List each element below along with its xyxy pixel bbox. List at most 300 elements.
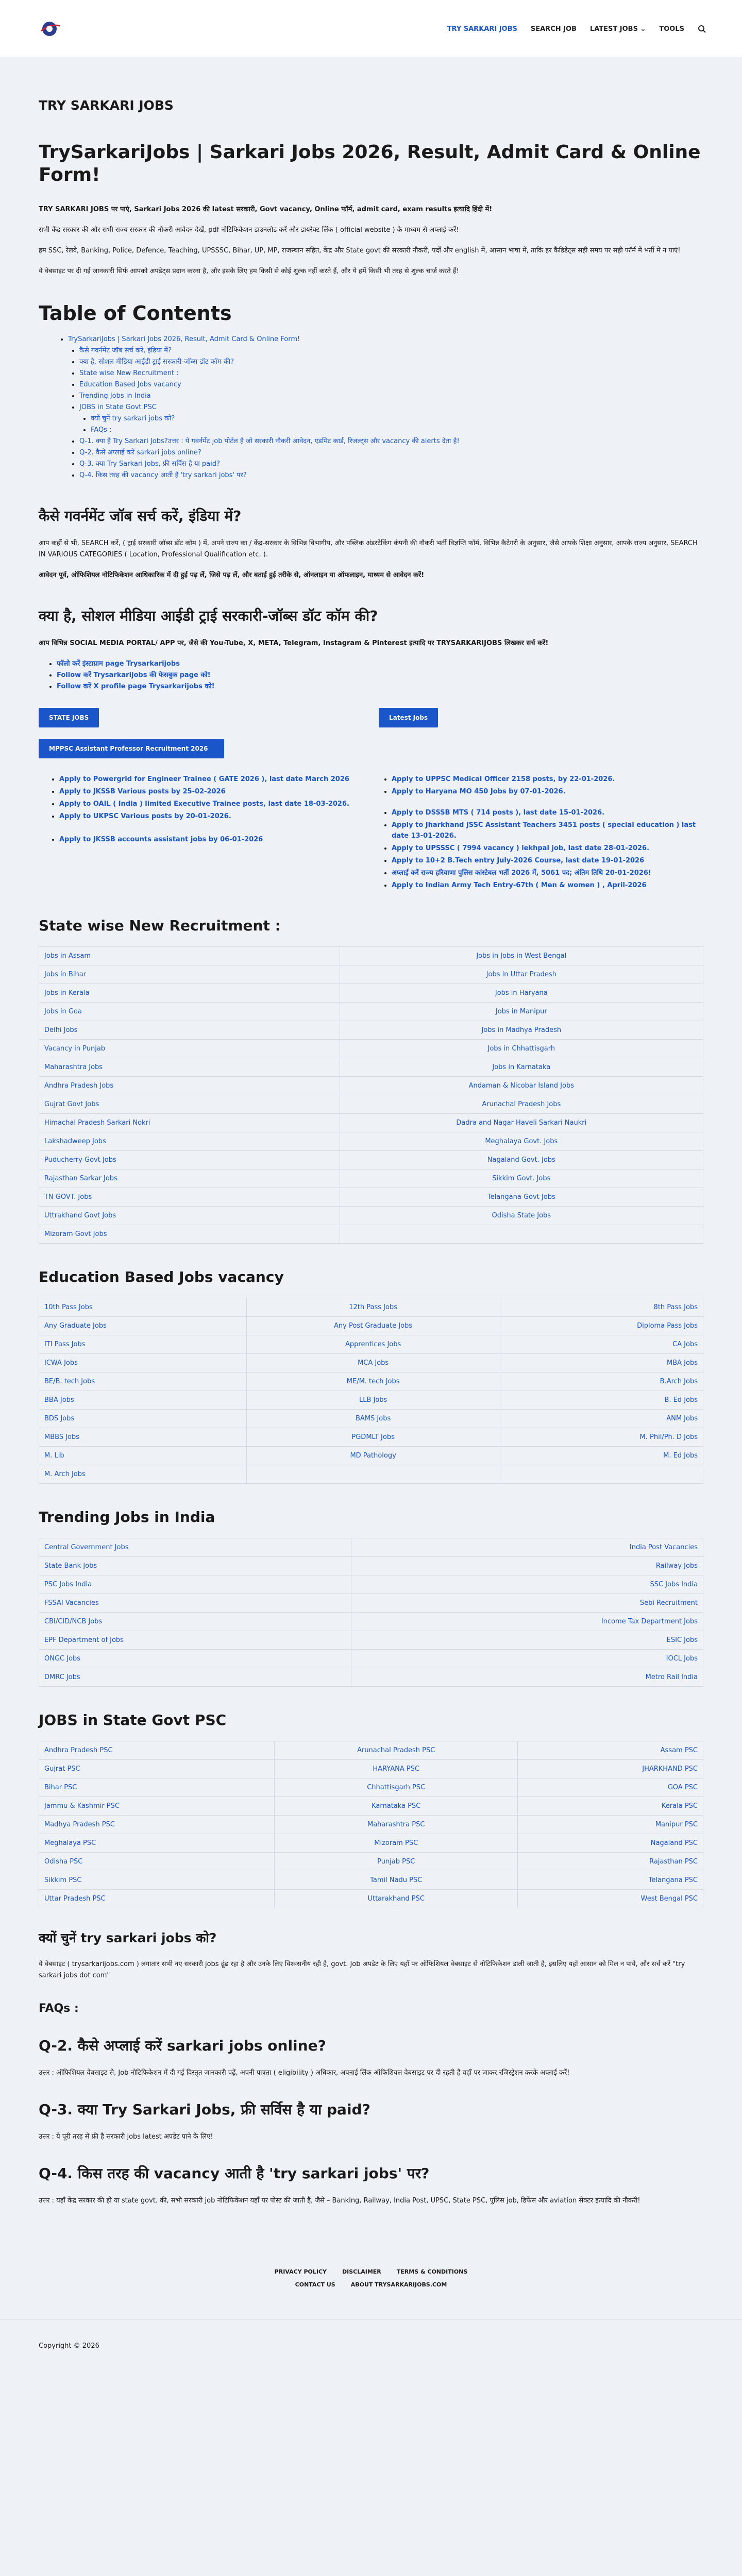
table-link[interactable]: Diploma Pass Jobs	[637, 1322, 698, 1330]
table-cell	[39, 1650, 351, 1668]
job-link[interactable]: Apply to JKSSB Various posts by 25-02-2026	[59, 788, 226, 795]
job-link[interactable]: Apply to UPPSC Medical Officer 2158 posts, by 22-01-2026.	[392, 775, 615, 783]
table-link[interactable]: Metro Rail India	[645, 1673, 698, 1681]
social-section-heading: क्या है, सोशल मीडिया आईडी ट्राई सरकारी-जॉब्स डॉट कॉम की?	[39, 607, 378, 624]
table-link[interactable]: MBBS Jobs	[44, 1433, 80, 1441]
table-cell	[39, 1151, 340, 1170]
toc-item[interactable]: Education Based Jobs vacancy	[79, 381, 181, 388]
table-link[interactable]: ONGC Jobs	[44, 1655, 81, 1663]
main-nav	[447, 25, 706, 33]
intro-1: TRY SARKARI JOBS पर पाएं, Sarkari Jobs 2026 की latest सरकारी, Govt vacancy, Online फॉर्म, admit card, exam results इत्यादि हिंदी में!	[39, 206, 493, 213]
table-link[interactable]: Mizoram Govt Jobs	[44, 1230, 107, 1238]
table-cell	[39, 1021, 340, 1040]
table-cell	[39, 1778, 275, 1797]
table-row	[39, 1335, 703, 1354]
table-cell	[39, 1797, 275, 1816]
table-cell	[39, 1834, 275, 1853]
table-link[interactable]: Railway Jobs	[655, 1562, 698, 1570]
table-link[interactable]: Any Post Graduate Jobs	[334, 1322, 413, 1330]
table-cell	[500, 1372, 703, 1391]
table-cell	[500, 1354, 703, 1372]
table-link[interactable]: M. Phil/Ph. D Jobs	[639, 1433, 698, 1441]
footer-contact-link[interactable]: CONTACT US	[295, 2281, 335, 2288]
table-cell	[39, 1188, 340, 1207]
table-link[interactable]: Arunachal Pradesh PSC	[357, 1747, 435, 1754]
table-link[interactable]: Jobs in Manipur	[495, 1008, 547, 1015]
toc-item[interactable]: क्या है, सोशल मीडिया आईडी ट्राई सरकारी-जॉब्स डॉट कॉम की?	[79, 358, 234, 366]
table-row	[39, 1613, 703, 1631]
job-link[interactable]: Apply to Haryana MO 450 Jobs by 07-01-2026.	[392, 788, 566, 795]
table-cell	[351, 1668, 703, 1687]
job-buttons	[39, 708, 703, 727]
mppsc-button[interactable]: MPPSC Assistant Professor Recruitment 2026	[39, 739, 224, 758]
site-logo[interactable]	[38, 19, 63, 39]
education-heading: Education Based Jobs vacancy	[39, 1268, 284, 1285]
table-cell	[518, 1853, 703, 1871]
table-cell	[351, 1538, 703, 1557]
table-link[interactable]: Manipur PSC	[655, 1821, 698, 1828]
table-link[interactable]: MCA Jobs	[358, 1359, 389, 1367]
table-row	[39, 1058, 703, 1077]
table-link[interactable]: DMRC Jobs	[44, 1673, 80, 1681]
job-link[interactable]: Apply to UKPSC Various posts by 20-01-2026.	[59, 812, 231, 820]
table-cell	[340, 1114, 703, 1132]
table-link[interactable]: Chhattisgarh PSC	[367, 1784, 426, 1791]
table-row	[39, 1354, 703, 1372]
table-cell	[246, 1372, 500, 1391]
table-row	[39, 1465, 703, 1484]
table-of-contents	[57, 334, 703, 481]
table-link[interactable]: JHARKHAND PSC	[642, 1765, 698, 1773]
table-cell	[39, 1077, 340, 1095]
table-row	[39, 1151, 703, 1170]
table-cell	[500, 1298, 703, 1317]
toc-item[interactable]: क्यों चुनें try sarkari jobs को?	[91, 415, 175, 422]
table-row	[39, 1040, 703, 1058]
footer-links-row2	[0, 2281, 742, 2288]
table-row	[39, 1372, 703, 1391]
table-link[interactable]: Nagaland Govt. Jobs	[487, 1156, 555, 1164]
table-cell	[351, 1613, 703, 1631]
table-link[interactable]: PSC Jobs India	[44, 1581, 92, 1588]
table-cell	[351, 1557, 703, 1575]
table-link[interactable]: Uttarakhand PSC	[367, 1895, 425, 1903]
toc-item[interactable]: Trending Jobs in India	[79, 392, 151, 400]
table-link[interactable]: Jobs in Goa	[44, 1008, 82, 1015]
table-cell	[518, 1834, 703, 1853]
table-cell	[246, 1317, 500, 1335]
table-link[interactable]: Assam PSC	[660, 1747, 698, 1754]
table-row	[39, 984, 703, 1003]
table-cell	[39, 1170, 340, 1188]
table-link[interactable]: M. Ed Jobs	[663, 1452, 698, 1460]
table-link[interactable]: Nagaland PSC	[650, 1839, 698, 1847]
table-link[interactable]: Meghalaya PSC	[44, 1839, 96, 1847]
table-link[interactable]: Andhra Pradesh PSC	[44, 1747, 113, 1754]
table-link[interactable]: ESIC Jobs	[666, 1636, 698, 1644]
table-cell	[275, 1797, 518, 1816]
main-content	[0, 98, 742, 2207]
table-link[interactable]: Odisha State Jobs	[492, 1212, 551, 1219]
faq-a4: उत्तर : यहाँ केंद्र सरकार की हो या state govt. की, सभी सरकारी job नोटिफिकेशन यहाँ पर पोस्ट की जाती हैं, जैसे – Banking, Railway, India Post, UPSC, State PSC, पुलिस job, डिफेंस और aviation सेक्टर इत्यादि की नौकरी!	[39, 2197, 640, 2205]
table-row	[39, 1834, 703, 1853]
table-cell	[500, 1335, 703, 1354]
chevron-down-icon: ⌄	[640, 25, 646, 33]
table-cell	[39, 1741, 275, 1760]
table-cell	[518, 1797, 703, 1816]
toc-item[interactable]: Q-4. किस तरह की vacancy आती है 'try sarkari jobs' पर?	[79, 471, 247, 479]
table-link[interactable]: BBA Jobs	[44, 1396, 74, 1404]
table-link[interactable]: BDS Jobs	[44, 1415, 75, 1422]
job-link[interactable]: अप्लाई करें राज्य हरियाणा पुलिस कांस्टेबल भर्ती 2026 में, 5061 पद; अंतिम तिथि 20-01-2026!	[392, 869, 651, 877]
table-link[interactable]: 12th Pass Jobs	[349, 1303, 397, 1311]
table-row	[39, 1816, 703, 1834]
nav-tools[interactable]: TOOLS	[659, 25, 684, 33]
table-link[interactable]: Meghalaya Govt. Jobs	[485, 1138, 558, 1145]
table-cell	[340, 1021, 703, 1040]
toc-item[interactable]: Q-1. क्या है Try Sarkari Jobs?उत्तर : ये गवर्नमेंट job पोर्टल है जो सरकारी नौकरी आवेदन, एडमिट कार्ड, रिजल्ट्स और vacancy की alerts देता है!	[79, 437, 460, 445]
table-link[interactable]: Gujrat Govt Jobs	[44, 1100, 99, 1108]
table-link[interactable]: Karnataka PSC	[372, 1802, 421, 1810]
table-row	[39, 1557, 703, 1575]
table-link[interactable]: M. Arch Jobs	[44, 1470, 86, 1478]
table-link[interactable]: Punjab PSC	[377, 1858, 415, 1866]
table-link[interactable]: Delhi Jobs	[44, 1026, 78, 1034]
faqs-heading: FAQs :	[39, 2002, 79, 2015]
table-link[interactable]: M. Lib	[44, 1452, 64, 1460]
table-link[interactable]: Any Graduate Jobs	[44, 1322, 107, 1330]
table-cell	[500, 1428, 703, 1447]
table-cell	[39, 1465, 247, 1484]
table-cell	[39, 1354, 247, 1372]
nav-try-sarkari-jobs[interactable]: TRY SARKARI JOBS	[447, 25, 517, 33]
table-row	[39, 1077, 703, 1095]
table-link[interactable]: SSC Jobs India	[650, 1581, 698, 1588]
table-link[interactable]: B. Ed Jobs	[664, 1396, 698, 1404]
table-cell	[39, 1871, 275, 1890]
job-link[interactable]: Apply to UPSSSC ( 7994 vacancy ) lekhpal job, last date 28-01-2026.	[392, 844, 650, 852]
table-cell	[351, 1575, 703, 1594]
table-cell	[351, 1650, 703, 1668]
table-link[interactable]: Puducherry Govt Jobs	[44, 1156, 116, 1164]
page-title: TRY SARKARI JOBS	[39, 98, 174, 113]
table-cell	[340, 1077, 703, 1095]
table-row	[39, 1594, 703, 1613]
job-link[interactable]: Apply to JKSSB accounts assistant jobs by 06-01-2026	[59, 836, 263, 843]
table-cell	[340, 1225, 703, 1244]
nav-search-job[interactable]: SEARCH JOB	[530, 25, 577, 33]
table-link[interactable]: Sikkim Govt. Jobs	[492, 1175, 551, 1182]
table-row	[39, 947, 703, 965]
why-p: ये वेबसाइट ( trysarkarijobs.com ) लगातार सभी नए सरकारी jobs ढूंढ रहा है और उनके लिए विश्वसनीय रही है, govt. Job अपडेट के लिए यहाँ पर ऑफिशियल वेबसाइट से नोटिफिकेशन डाली जाती है, इसलिए यहाँ आसान को मिल न पाये, और सर्च करें "try sarkari jobs dot com"	[39, 1960, 685, 1979]
table-cell	[39, 984, 340, 1003]
table-cell	[39, 1372, 247, 1391]
table-row	[39, 1668, 703, 1687]
table-row	[39, 1207, 703, 1225]
table-link[interactable]: BAMS Jobs	[356, 1415, 391, 1422]
table-link[interactable]: Central Government Jobs	[44, 1544, 129, 1551]
footer-links-row1	[0, 2268, 742, 2275]
table-link[interactable]: Odisha PSC	[44, 1858, 83, 1866]
table-cell	[518, 1778, 703, 1797]
table-cell	[275, 1871, 518, 1890]
table-row	[39, 1170, 703, 1188]
table-row	[39, 1391, 703, 1410]
instagram-link[interactable]: फॉलो करें इंस्टाग्राम page Trysarkarijobs	[57, 660, 180, 668]
table-cell	[39, 1207, 340, 1225]
table-link[interactable]: Sebi Recruitment	[639, 1599, 698, 1607]
toc-item[interactable]: JOBS in State Govt PSC	[79, 403, 157, 411]
nav-latest-jobs-label: LATEST JOBS	[589, 25, 638, 33]
footer-terms-link[interactable]: TERMS & CONDITIONS	[396, 2268, 468, 2275]
table-link[interactable]: MBA Jobs	[667, 1359, 698, 1367]
state-wise-table	[39, 946, 703, 1244]
table-cell	[39, 1391, 247, 1410]
table-link[interactable]: Telangana Govt Jobs	[487, 1193, 555, 1201]
table-row	[39, 1225, 703, 1244]
table-cell	[340, 965, 703, 984]
table-cell	[340, 1151, 703, 1170]
table-link[interactable]: Jobs in Karnataka	[492, 1063, 551, 1071]
table-cell	[340, 1058, 703, 1077]
social-section-p: आप विभिन्न SOCIAL MEDIA PORTAL/ APP पर, जैसे की You-Tube, X, META, Telegram, Instagram & Pinterest इत्यादि पर TRYSARKARIJOBS लिखकर सर्च करें!	[39, 639, 549, 647]
table-link[interactable]: Andaman & Nicobar Island Jobs	[468, 1082, 574, 1090]
job-link[interactable]: Apply to DSSSB MTS ( 714 posts ), last date 15-01-2026.	[392, 809, 605, 817]
table-link[interactable]: PGDMLT Jobs	[351, 1433, 395, 1441]
table-row	[39, 1188, 703, 1207]
table-link[interactable]: Gujrat PSC	[44, 1765, 80, 1773]
table-cell	[39, 1410, 247, 1428]
table-link[interactable]: CA Jobs	[672, 1341, 698, 1348]
table-row	[39, 1871, 703, 1890]
table-link[interactable]: Jobs in Chhattisgarh	[487, 1045, 555, 1053]
table-link[interactable]: MD Pathology	[350, 1452, 396, 1460]
table-cell	[275, 1760, 518, 1778]
toc-item[interactable]: Q-2. कैसे अप्लाई करें sarkari jobs online?	[79, 449, 201, 456]
table-link[interactable]: B.Arch Jobs	[660, 1378, 698, 1385]
table-link[interactable]: West Bengal PSC	[640, 1895, 698, 1903]
table-link[interactable]: Himachal Pradesh Sarkari Nokri	[44, 1119, 150, 1127]
intro-2: सभी केंद्र सरकार की और सभी राज्य सरकार की नौकरी आवेदन देखें, pdf नोटिफिकेशन डाउनलोड करें और डायरेक्ट लिंक ( official website ) के माध्यम से अप्लाई करें!	[39, 226, 459, 234]
table-cell	[39, 1335, 247, 1354]
psc-table	[39, 1741, 703, 1908]
table-cell	[39, 1114, 340, 1132]
toc-item[interactable]: Q-3. क्या Try Sarkari Jobs, फ्री सर्विस है या paid?	[79, 460, 220, 468]
faq-q4: Q-4. किस तरह की vacancy आती है 'try sarkari jobs' पर?	[39, 2165, 430, 2182]
table-cell	[39, 1447, 247, 1465]
table-link[interactable]: Vacancy in Punjab	[44, 1045, 106, 1053]
table-link[interactable]: Mizoram PSC	[374, 1839, 418, 1847]
table-link[interactable]: CBI/CID/NCB Jobs	[44, 1618, 103, 1625]
table-cell	[39, 1613, 351, 1631]
table-link[interactable]: Dadra and Nagar Haveli Sarkari Naukri	[456, 1119, 587, 1127]
table-link[interactable]: Lakshadweep Jobs	[44, 1138, 106, 1145]
toc-item[interactable]: कैसे गवर्नमेंट जॉब सर्च करें, इंडिया में?	[79, 347, 172, 354]
table-link[interactable]: LLB Jobs	[359, 1396, 387, 1404]
x-link[interactable]: Follow करें X profile page Trysarkarijobs को!	[57, 683, 215, 690]
intro-3: हम SSC, रेलवे, Banking, Police, Defence, Teaching, UPSSSC, Bihar, UP, MP, राजस्थान सहित, केंद्र और State govt की सरकारी नौकरी, पर्दों और english में, आसान भाषा में, ताकि हर कैंडिडेट्स सही समय पर सही फॉर्म में भर्ती मे न पाएं!	[39, 247, 681, 255]
table-cell	[39, 1631, 351, 1650]
table-link[interactable]: HARYANA PSC	[373, 1765, 420, 1773]
table-row	[39, 1298, 703, 1317]
table-link[interactable]: Maharashtra PSC	[367, 1821, 425, 1828]
table-link[interactable]: FSSAI Vacancies	[44, 1599, 99, 1607]
table-cell	[340, 984, 703, 1003]
table-cell	[518, 1760, 703, 1778]
table-cell	[39, 1225, 340, 1244]
table-cell	[246, 1410, 500, 1428]
search-section-p1: आप कहीं से भी, SEARCH करें, ( ट्राई सरकारी जॉब्स डॉट कॉम ) में, अपने राज्य का / केंद्र-सरकार के विभिन्न विभागीय, और पब्लिक अंडरटेकिंग कंपनी की नौकरी भर्ती विज्ञप्ति फॉर्म, विभिन्न कैटेगरी के अनुसार, जैसे आपके शिक्षा अनुसार, आपके राज्य अनुसार, SEARCH IN VARIOUS CATEGORIES ( Location, Professional Qualification etc. ).	[39, 539, 698, 558]
table-cell	[246, 1428, 500, 1447]
table-link[interactable]: BE/B. tech Jobs	[44, 1378, 95, 1385]
table-cell	[340, 1207, 703, 1225]
table-cell	[500, 1465, 703, 1484]
table-row	[39, 965, 703, 984]
site-footer	[0, 2248, 742, 2372]
table-cell	[39, 1428, 247, 1447]
table-cell	[39, 1816, 275, 1834]
search-icon[interactable]	[698, 25, 706, 33]
latest-jobs-button[interactable]: Latest Jobs	[379, 708, 438, 727]
table-cell	[39, 1040, 340, 1058]
education-table	[39, 1298, 703, 1484]
footer-privacy-link[interactable]: PRIVACY POLICY	[274, 2268, 327, 2275]
state-jobs-button[interactable]: STATE JOBS	[39, 708, 99, 727]
table-link[interactable]: EPF Department of Jobs	[44, 1636, 124, 1644]
table-row	[39, 1410, 703, 1428]
table-link[interactable]: ITI Pass Jobs	[44, 1341, 86, 1348]
job-link[interactable]: Apply to OAIL ( India ) limited Executive Trainee posts, last date 18-03-2026.	[59, 800, 349, 808]
table-link[interactable]: State Bank Jobs	[44, 1562, 97, 1570]
psc-heading: JOBS in State Govt PSC	[39, 1711, 227, 1728]
table-cell	[518, 1816, 703, 1834]
table-link[interactable]: Jobs in Bihar	[44, 971, 87, 978]
table-link[interactable]: Uttrakhand Govt Jobs	[44, 1212, 116, 1219]
intro-4: ये वेबसाइट पर दी गई जानकारी सिर्फ आपको अपडेट्स प्रदान करना है, और इसके लिए हम किसी से कोई शुल्क नहीं करते हैं, और ये हमें किसी भी तरह से शुल्क चार्ज करते हैं!	[39, 267, 460, 275]
table-row	[39, 1114, 703, 1132]
facebook-link[interactable]: Follow करें Trysarkarijobs की फेसबुक page को!	[57, 671, 211, 679]
faq-a3: उत्तर : ये पूरी तरह से फ्री है सरकारी jobs latest अपडेट पाने के लिए!	[39, 2133, 213, 2141]
table-cell	[340, 1132, 703, 1151]
table-link[interactable]: ANM Jobs	[666, 1415, 698, 1422]
copyright: Copyright © 2026	[0, 2319, 742, 2372]
table-cell	[39, 1760, 275, 1778]
table-link[interactable]: India Post Vacancies	[629, 1544, 698, 1551]
table-cell	[39, 1557, 351, 1575]
table-cell	[275, 1853, 518, 1871]
table-cell	[275, 1741, 518, 1760]
table-link[interactable]: Jobs in Haryana	[495, 989, 548, 997]
table-link[interactable]: 8th Pass Jobs	[653, 1303, 698, 1311]
table-cell	[275, 1816, 518, 1834]
table-link[interactable]: Jobs in Kerala	[44, 989, 90, 997]
table-link[interactable]: Maharashtra Jobs	[44, 1063, 103, 1071]
table-link[interactable]: IOCL Jobs	[666, 1655, 698, 1663]
faq-q2: Q-2. कैसे अप्लाई करें sarkari jobs online?	[39, 2037, 326, 2054]
table-cell	[275, 1834, 518, 1853]
table-cell	[39, 947, 340, 965]
toc-heading: Table of Contents	[39, 302, 232, 325]
toc-item[interactable]: FAQs :	[91, 426, 112, 434]
table-cell	[39, 965, 340, 984]
trending-heading: Trending Jobs in India	[39, 1509, 215, 1526]
table-link[interactable]: Uttar Pradesh PSC	[44, 1895, 106, 1903]
table-row	[39, 1760, 703, 1778]
table-link[interactable]: Andhra Pradesh Jobs	[44, 1082, 114, 1090]
job-link[interactable]: Apply to Indian Army Tech Entry-67th ( Men & women ) , April-2026	[392, 882, 647, 889]
table-row	[39, 1797, 703, 1816]
table-cell	[246, 1335, 500, 1354]
table-row	[39, 1447, 703, 1465]
table-link[interactable]: Bihar PSC	[44, 1784, 77, 1791]
site-header	[0, 0, 742, 57]
table-cell	[39, 1132, 340, 1151]
table-row	[39, 1650, 703, 1668]
table-link[interactable]: Rajasthan Sarkar Jobs	[44, 1175, 117, 1182]
table-link[interactable]: Tamil Nadu PSC	[370, 1876, 423, 1884]
toc-item[interactable]: TrySarkariJobs | Sarkari Jobs 2026, Result, Admit Card & Online Form!	[68, 335, 300, 343]
table-link[interactable]: Telangana PSC	[648, 1876, 698, 1884]
faq-q3: Q-3. क्या Try Sarkari Jobs, फ्री सर्विस है या paid?	[39, 2101, 370, 2118]
table-row	[39, 1778, 703, 1797]
job-link[interactable]: Apply to Powergrid for Engineer Trainee ( GATE 2026 ), last date March 2026	[59, 775, 349, 783]
table-link[interactable]: Jobs in Madhya Pradesh	[481, 1026, 562, 1034]
table-link[interactable]: Madhya Pradesh PSC	[44, 1821, 115, 1828]
table-cell	[246, 1447, 500, 1465]
table-cell	[39, 1594, 351, 1613]
table-row	[39, 1428, 703, 1447]
table-cell	[246, 1298, 500, 1317]
faq-a2: उत्तर : ऑफिशियल वेबसाइट से, Job नोटिफिकेशन में दी गई विस्तृत जानकारी पढ़ें, अपनी पात्रता ( eligibility ) अधिकार, अपनाई लिंक ऑफिशियल वेबसाइट पर दी रहती हैं वहाँ पर जाकर रजिस्ट्रेशन करके अप्लाई करें!	[39, 2069, 570, 2077]
table-link[interactable]: Arunachal Pradesh Jobs	[482, 1100, 561, 1108]
table-cell	[39, 1668, 351, 1687]
table-link[interactable]: Jobs in Jobs in West Bengal	[476, 952, 567, 960]
table-link[interactable]: GOA PSC	[667, 1784, 698, 1791]
table-link[interactable]: 10th Pass Jobs	[44, 1303, 93, 1311]
table-link[interactable]: TN GOVT. Jobs	[44, 1193, 92, 1201]
footer-about-link[interactable]: ABOUT TRYSARKARIJOBS.COM	[350, 2281, 447, 2288]
search-section-heading: कैसे गवर्नमेंट जॉब सर्च करें, इंडिया में?	[39, 507, 242, 524]
hero-title: TrySarkariJobs | Sarkari Jobs 2026, Result, Admit Card & Online Form!	[39, 142, 701, 185]
table-link[interactable]: Sikkim PSC	[44, 1876, 82, 1884]
table-cell	[340, 1170, 703, 1188]
table-cell	[246, 1465, 500, 1484]
table-cell	[340, 1188, 703, 1207]
table-cell	[340, 1095, 703, 1114]
state-wise-heading: State wise New Recruitment :	[39, 917, 281, 934]
table-cell	[518, 1871, 703, 1890]
table-cell	[518, 1741, 703, 1760]
job-link[interactable]: Apply to Jharkhand JSSC Assistant Teachers 3451 posts ( special education ) last date 13-01-2026.	[392, 821, 696, 840]
table-link[interactable]: Income Tax Department Jobs	[601, 1618, 698, 1625]
table-link[interactable]: Jobs in Uttar Pradesh	[486, 971, 556, 978]
table-link[interactable]: Kerala PSC	[661, 1802, 698, 1810]
table-link[interactable]: Apprentices Jobs	[345, 1341, 401, 1348]
table-cell	[39, 1003, 340, 1021]
toc-item[interactable]: State wise New Recruitment :	[79, 369, 179, 377]
table-link[interactable]: Jammu & Kashmir PSC	[44, 1802, 120, 1810]
table-link[interactable]: Rajasthan PSC	[649, 1858, 698, 1866]
table-link[interactable]: ME/M. tech Jobs	[346, 1378, 400, 1385]
footer-disclaimer-link[interactable]: DISCLAIMER	[342, 2268, 381, 2275]
table-row	[39, 1890, 703, 1908]
table-link[interactable]: Jobs in Assam	[44, 952, 91, 960]
job-link[interactable]: Apply to 10+2 B.Tech entry July-2026 Course, last date 19-01-2026	[392, 857, 645, 865]
table-link[interactable]: ICWA Jobs	[44, 1359, 78, 1367]
nav-latest-jobs[interactable]	[590, 25, 646, 33]
table-cell	[39, 1095, 340, 1114]
table-cell	[340, 1040, 703, 1058]
